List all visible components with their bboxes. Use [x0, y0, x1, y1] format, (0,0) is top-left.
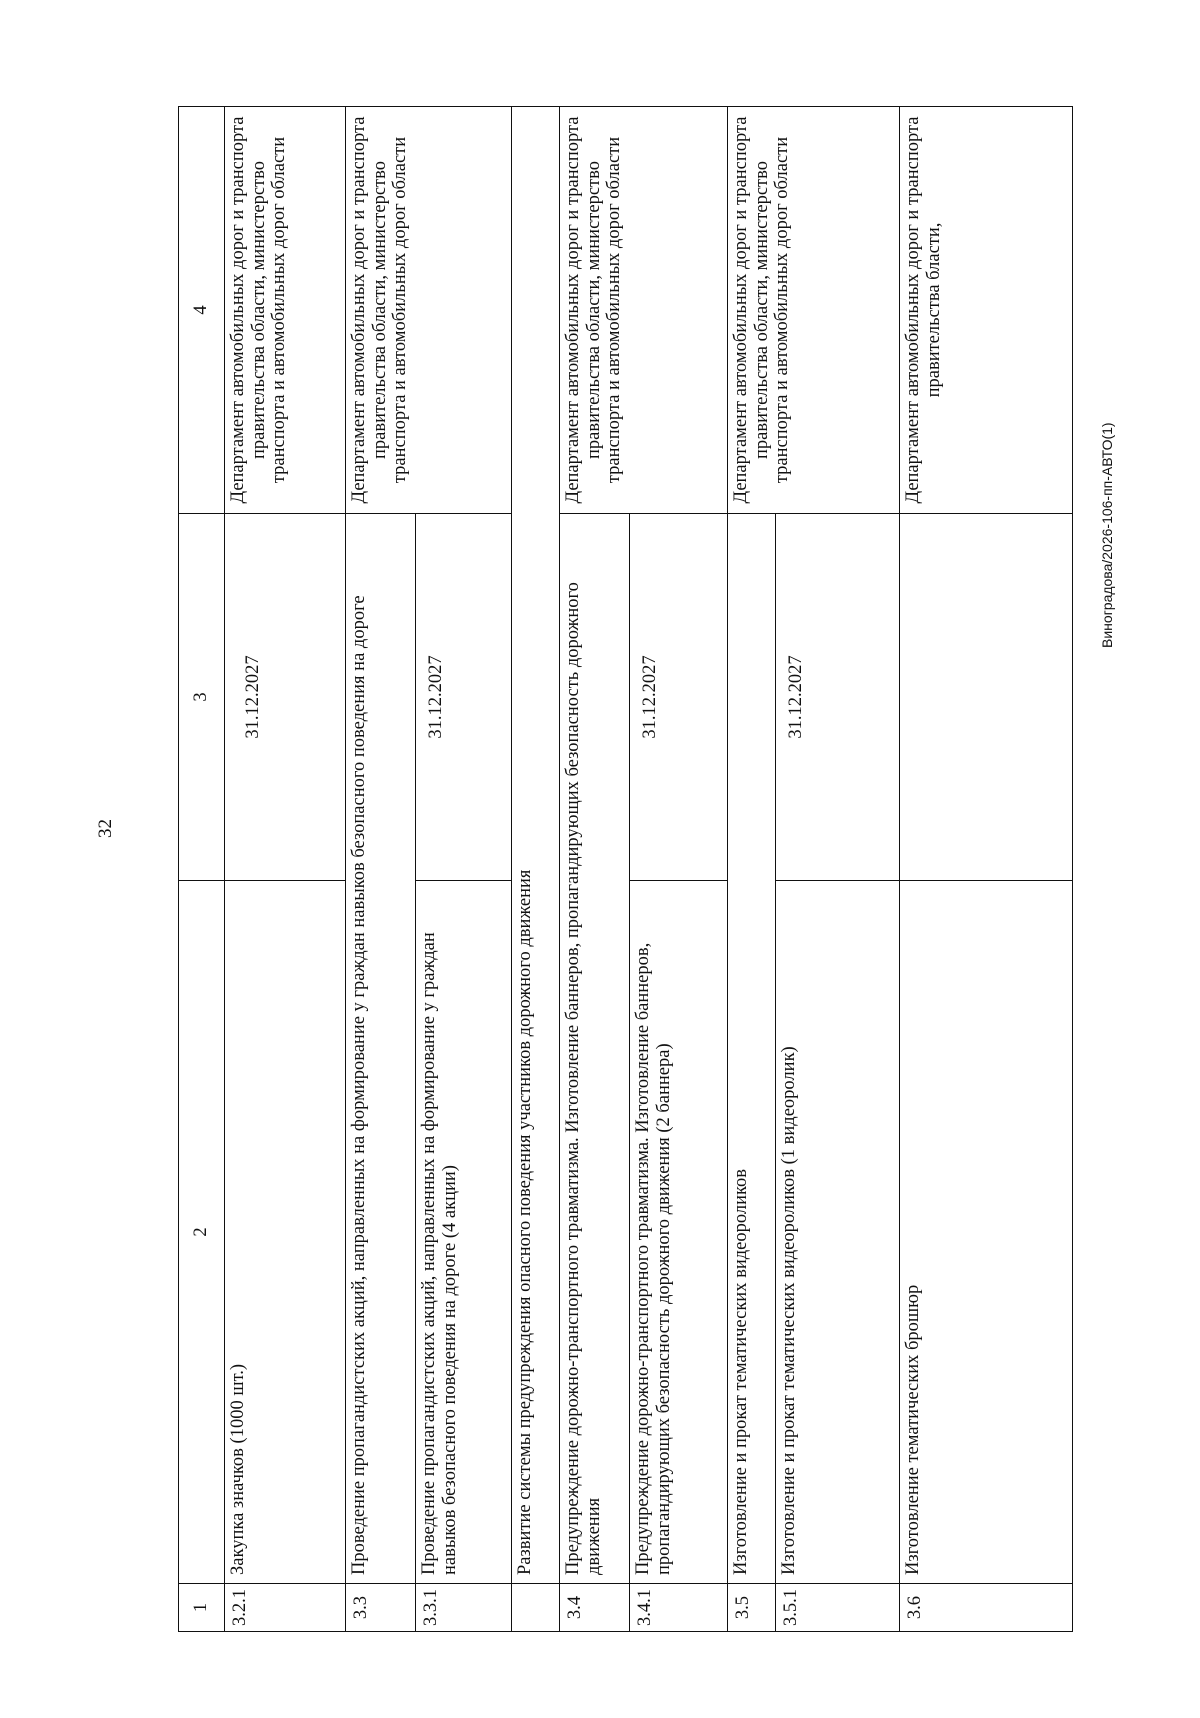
- table-row-3-5: [728, 107, 776, 1632]
- row-responsible: Департамент автомобильных дорог и транспорта правительства области, министерство транспорта и автомобильных дорог области: [560, 107, 728, 514]
- row-number: 3.2.1: [225, 1584, 346, 1632]
- row-description: Изготовление тематических брошюр: [900, 881, 1073, 1584]
- header-col-1: 1: [179, 1584, 225, 1632]
- row-deadline: 31.12.2027: [776, 514, 900, 881]
- row-number: 3.4: [560, 1584, 630, 1632]
- row-description: Предупреждение дорожно-транспортного травматизма. Изготовление баннеров, пропагандирующих безопасность дорожного движения (2 баннера): [630, 881, 728, 1584]
- page-number: 32: [95, 819, 116, 838]
- row-description: Предупреждение дорожно-транспортного травматизма. Изготовление баннеров, пропагандирующих безопасность дорожного движения: [560, 514, 630, 1584]
- table-row-3-2-1: [225, 107, 346, 1632]
- row-deadline: 31.12.2027: [416, 514, 512, 881]
- row-number: 3.4.1: [630, 1584, 728, 1632]
- table-row-3-4: [560, 107, 630, 1632]
- row-responsible: Департамент автомобильных дорог и транспорта правительства области, министерство транспорта и автомобильных дорог области: [346, 107, 512, 514]
- row-deadline: 31.12.2027: [225, 514, 346, 881]
- table-header-row: [179, 107, 225, 1632]
- row-responsible: Департамент автомобильных дорог и транспорта правительства бласти,: [900, 107, 1073, 514]
- row-description: Закупка значков (1000 шт.): [225, 881, 346, 1584]
- row-description: Изготовление и прокат тематических видеороликов: [728, 514, 776, 1584]
- row-number: 3.3: [346, 1584, 416, 1632]
- table-row-3-6: [900, 107, 1073, 1632]
- row-number: 3.6: [900, 1584, 1073, 1632]
- header-col-4: 4: [179, 107, 225, 514]
- document-code: Виноградова/2026-106-пп-АВТО(1): [1099, 422, 1115, 648]
- document-table: [178, 107, 1073, 1632]
- table-section-row: [512, 107, 560, 1632]
- row-number: 3.5: [728, 1584, 776, 1632]
- section-number-cell: [512, 1584, 560, 1632]
- row-number: 3.5.1: [776, 1584, 900, 1632]
- row-responsible: Департамент автомобильных дорог и транспорта правительства области, министерство транспорта и автомобильных дорог области: [728, 107, 900, 514]
- row-deadline-empty: [900, 514, 1073, 881]
- row-description: Изготовление и прокат тематических видеороликов (1 видеоролик): [776, 881, 900, 1584]
- section-heading: Развитие системы предупреждения опасного поведения участников дорожного движения: [512, 107, 560, 1584]
- row-deadline: 31.12.2027: [630, 514, 728, 881]
- row-description: Проведение пропагандистских акций, направленных на формирование у граждан навыков безопасного поведения на дороге (4 акции): [416, 881, 512, 1584]
- header-col-2: 2: [179, 881, 225, 1584]
- row-number: 3.3.1: [416, 1584, 512, 1632]
- row-description: Проведение пропагандистских акций, направленных на формирование у граждан навыков безопасного поведения на дороге: [346, 514, 416, 1584]
- header-col-3: 3: [179, 514, 225, 881]
- row-responsible: Департамент автомобильных дорог и транспорта правительства области, министерство транспорта и автомобильных дорог области: [225, 107, 346, 514]
- table-row-3-3: [346, 107, 416, 1632]
